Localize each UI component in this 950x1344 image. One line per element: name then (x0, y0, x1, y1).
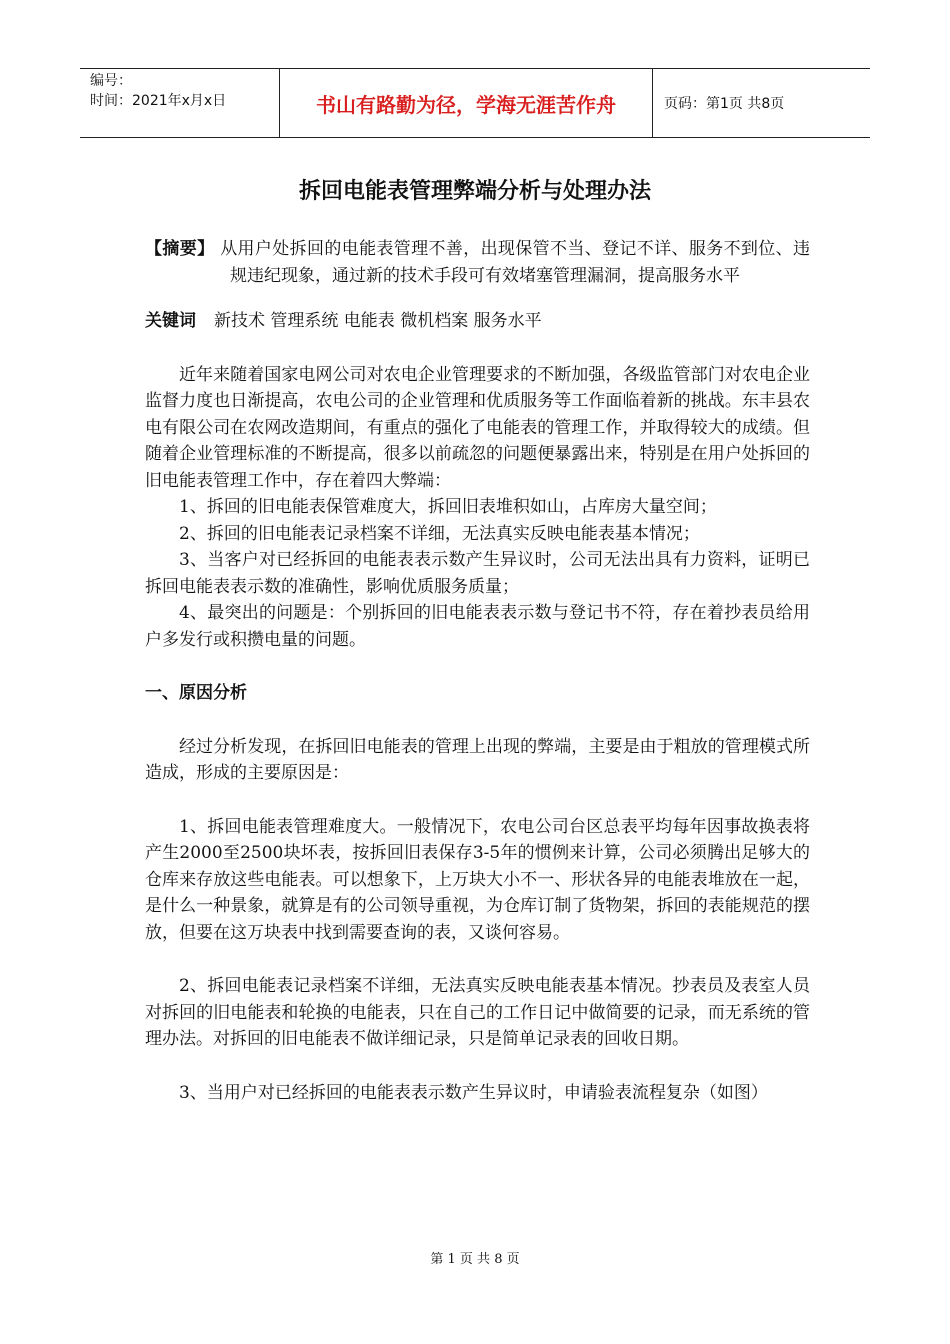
section-heading: 一、原因分析 (145, 683, 247, 703)
number-label: 编号： (90, 73, 132, 89)
spacer (145, 787, 810, 814)
header-meta (80, 69, 280, 137)
abstract-text: 从用户处拆回的电能表管理不善，出现保管不当、登记不详、服务不到位、违规违纪现象，通过新的技术手段可有效堵塞管理漏洞，提高服务水平 (220, 239, 811, 286)
page-footer: 第 1 页 共 8 页 (430, 1252, 520, 1267)
analysis-paragraph: 2、拆回电能表记录档案不详细，无法真实反映电能表基本情况。抄表员及表室人员对拆回的旧电能表和轮换的电能表，只在自己的工作日记中做简要的记录，而无系统的管理办法。对拆回的旧电能表不做详细记录，只是简单记录表的回收日期。 (145, 976, 810, 1049)
spacer (145, 1053, 810, 1080)
keywords-text: 新技术 管理系统 电能表 微机档案 服务水平 (214, 311, 542, 331)
time-label: 时间：2021年x月x日 (90, 93, 227, 109)
abstract-label: 【摘要】 (145, 239, 215, 259)
keywords-label: 关键词 (145, 311, 196, 331)
spacer (145, 653, 810, 680)
section-intro: 经过分析发现，在拆回旧电能表的管理上出现的弊端，主要是由于粗放的管理模式所造成，形成的主要原因是： (145, 736, 810, 783)
problem-item: 1、拆回的旧电能表保管难度大，拆回旧表堆积如山，占库房大量空间； (179, 497, 717, 517)
problem-item: 3、当客户对已经拆回的电能表表示数产生异议时，公司无法出具有力资料，证明已拆回电能表表示数的准确性，影响优质服务质量； (145, 550, 810, 597)
spacer (145, 707, 810, 734)
intro-paragraph: 近年来随着国家电网公司对农电企业管理要求的不断加强，各级监管部门对农电企业监督力度也日渐提高，农电公司的企业管理和优质服务等工作面临着新的挑战。东丰县农电有限公司在农网改造期间，有重点的强化了电能表的管理工作，并取得较大的成绩。但随着企业管理标准的不断提高，很多以前疏忽的问题便暴露出来，特别是在用户处拆回的旧电能表管理工作中，存在着四大弊端： (145, 364, 810, 491)
spacer (145, 335, 810, 362)
header-motto: 书山有路勤为径，学海无涯苦作舟 (280, 69, 653, 137)
header-page-info: 页码：第1页 共8页 (664, 96, 785, 112)
spacer (145, 946, 810, 973)
document-body (145, 236, 810, 1106)
analysis-paragraph: 1、拆回电能表管理难度大。一般情况下，农电公司台区总表平均每年因事故换表将产生2000至2500块坏表，按拆回旧表保存3-5年的惯例来计算，公司必须腾出足够大的仓库来存放这些电能表。可以想象下，上万块大小不一、形状各异的电能表堆放在一起，是什么一种景象，就算是有的公司领导重视，为仓库订制了货物架，拆回的表能规范的摆放，但要在这万块表中找到需要查询的表，又谈何容易。 (145, 816, 810, 943)
analysis-paragraph: 3、当用户对已经拆回的电能表表示数产生异议时，申请验表流程复杂（如图） (179, 1082, 768, 1103)
keywords (145, 308, 810, 335)
document-title: 拆回电能表管理弊端分析与处理办法 (298, 179, 651, 204)
problem-item: 2、拆回的旧电能表记录档案不详细，无法真实反映电能表基本情况； (179, 523, 700, 544)
page-header (80, 68, 870, 138)
problem-item: 4、最突出的问题是：个别拆回的旧电能表表示数与登记书不符，存在着抄表员给用户多发行或积攒电量的问题。 (145, 603, 810, 650)
abstract (145, 236, 810, 289)
